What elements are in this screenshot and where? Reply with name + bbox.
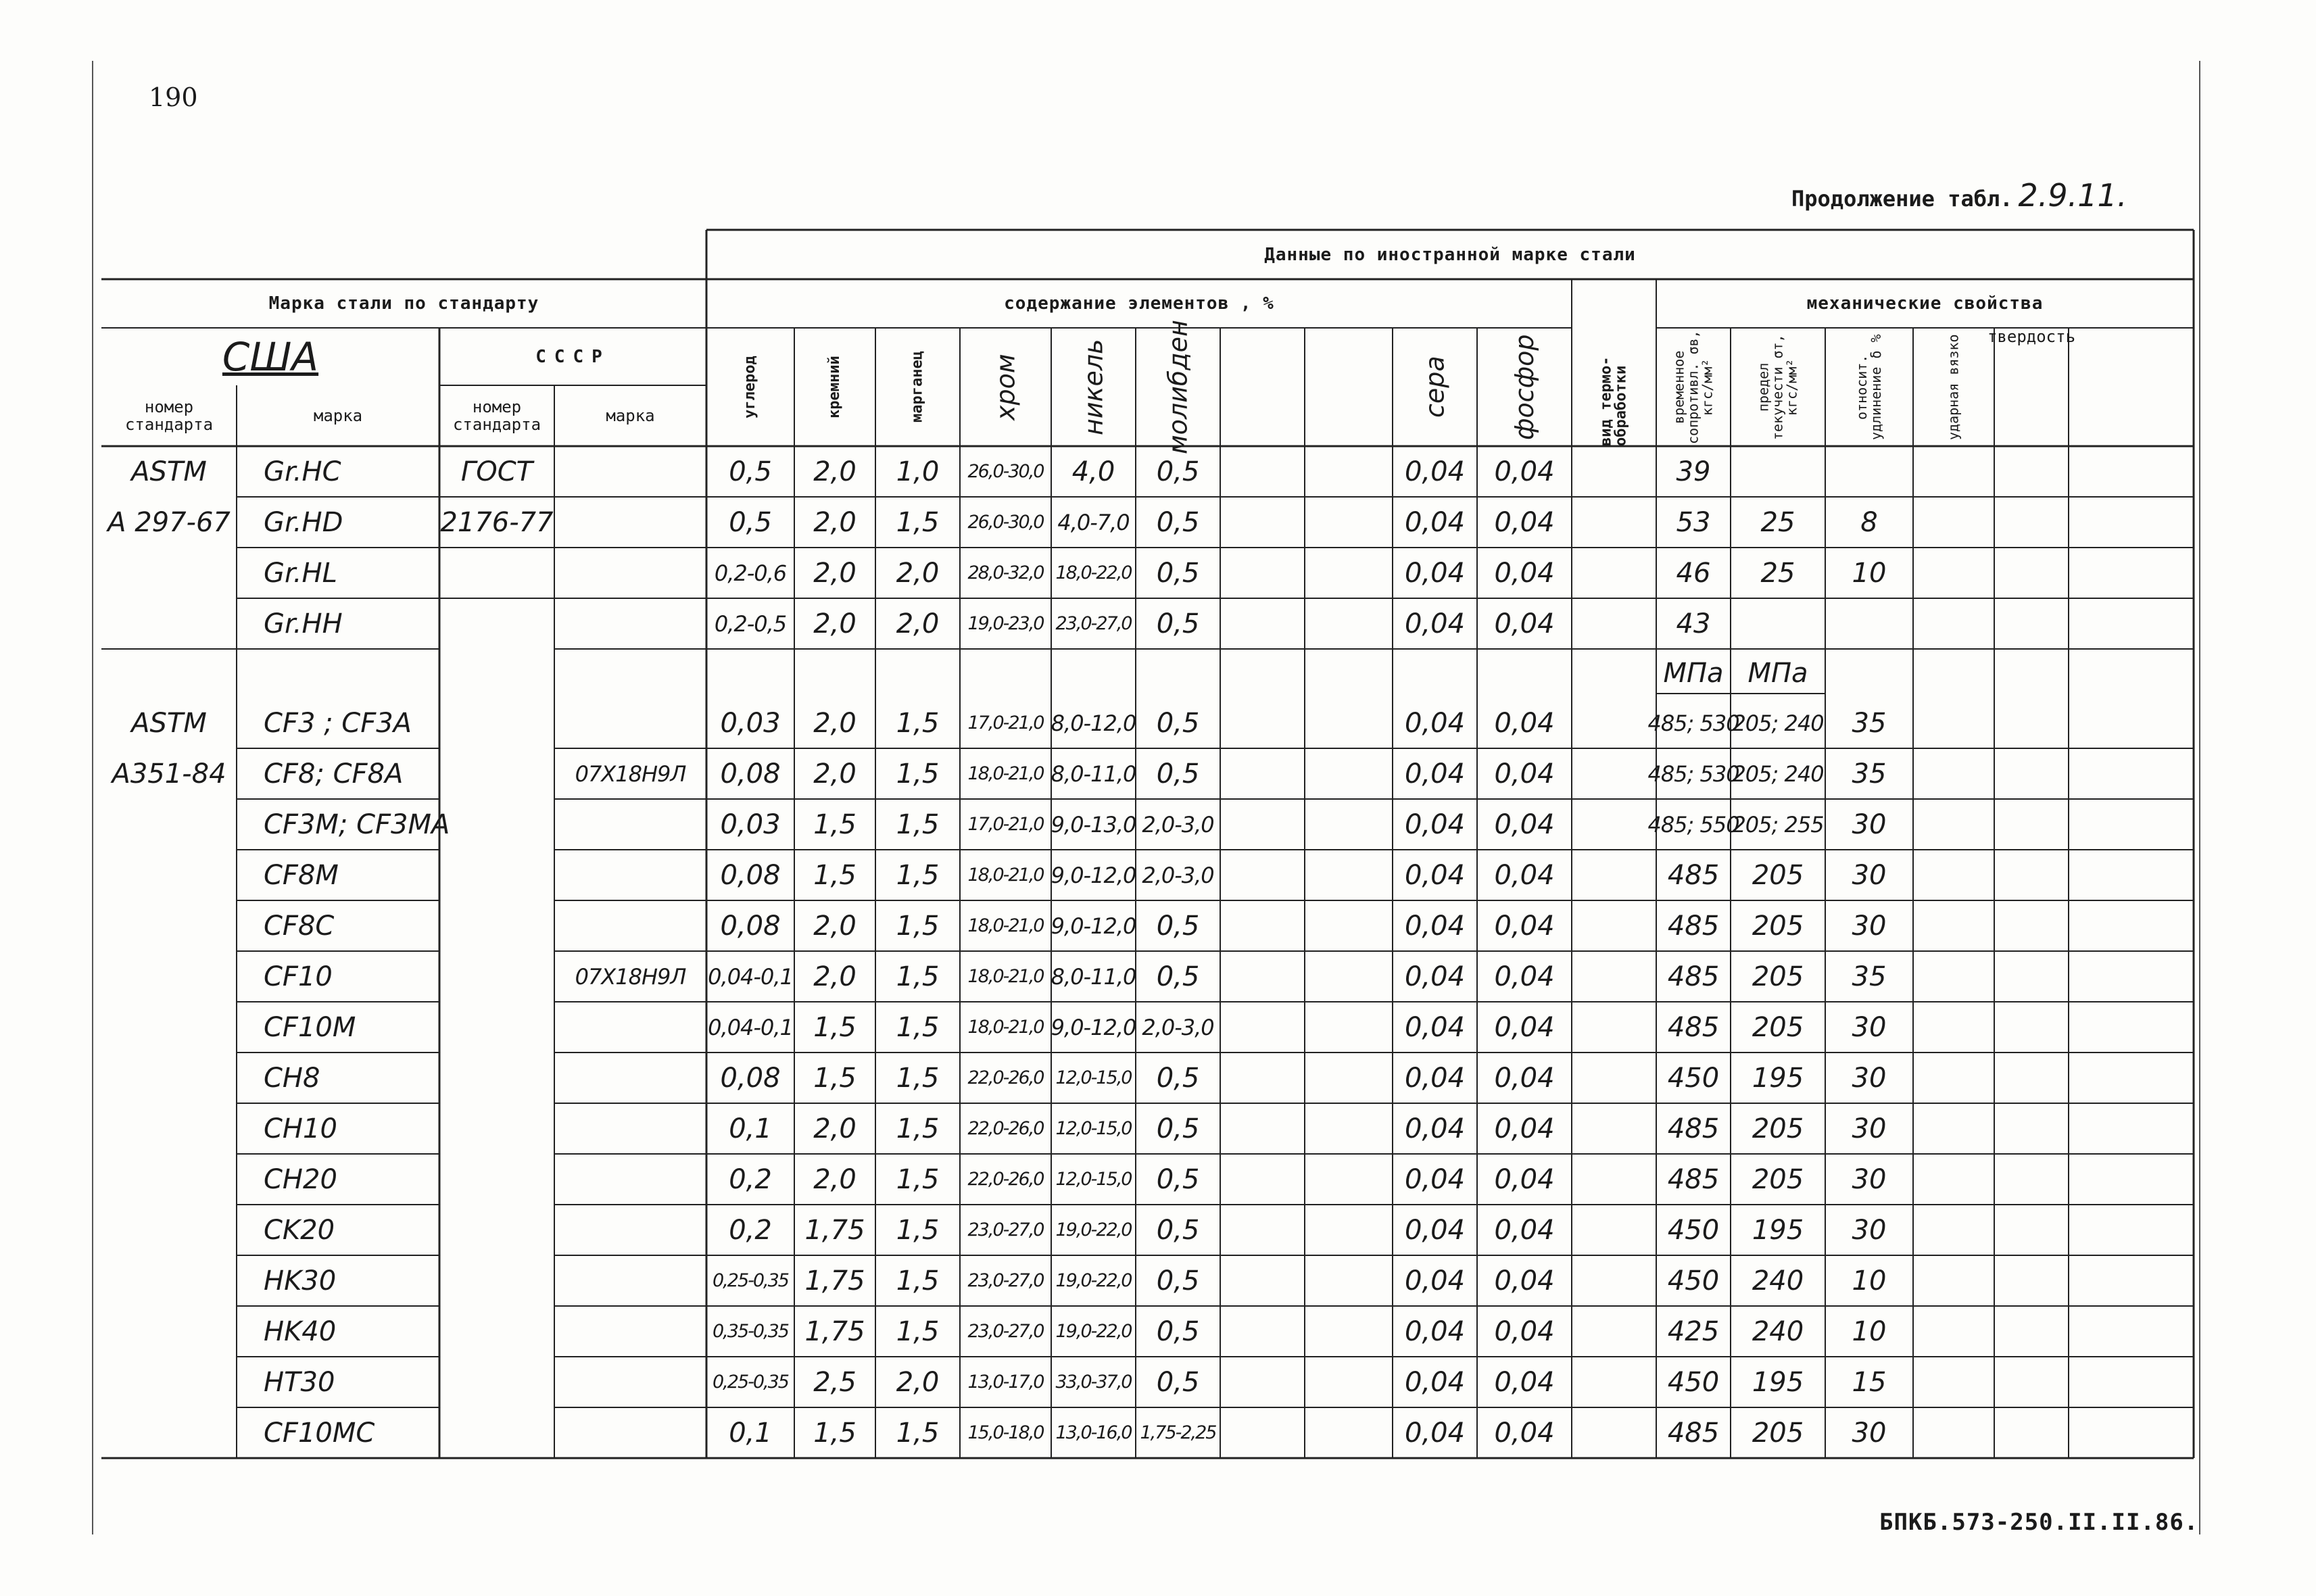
table-cell-mo: 0,5 (1156, 1366, 1200, 1398)
table-cell-ussr_grade: 07Х18Н9Л (575, 963, 686, 990)
table-cell-ni: 12,0-15,0 (1055, 1169, 1132, 1190)
table-cell-mn: 1,5 (896, 1163, 940, 1195)
table-cell-s: 0,04 (1404, 707, 1466, 739)
table-cell-si: 1,75 (804, 1265, 865, 1297)
usa-std-number-header: номер стандарта (124, 397, 214, 434)
table-cell-mn: 1,5 (896, 1417, 940, 1449)
table-cell-c: 0,1 (729, 1417, 772, 1449)
table-cell-grade: HT30 (264, 1366, 335, 1398)
table-cell-tensile: 450 (1667, 1265, 1720, 1297)
table-cell-c: 0,08 (720, 910, 781, 942)
usa-header: США (222, 333, 319, 380)
table-cell-ni: 19,0-22,0 (1055, 1270, 1132, 1291)
table-cell-mn: 1,5 (896, 707, 940, 739)
table-cell-elong: 30 (1852, 1062, 1887, 1094)
element-header-8 (1305, 328, 1393, 446)
table-cell-tensile: 53 (1676, 506, 1711, 538)
table-cell-tensile: 450 (1667, 1214, 1720, 1246)
table-cell-c: 0,35-0,35 (713, 1321, 788, 1342)
table-cell-tensile: 485; 530 (1647, 760, 1739, 787)
table-cell-yield: 195 (1752, 1062, 1804, 1094)
table-cell-ni: 9,0-12,0 (1051, 862, 1136, 888)
table-cell-ussr_std: ГОСТ (460, 456, 533, 487)
table-cell-grade: Gr.HL (264, 557, 337, 589)
table-cell-tensile: 450 (1667, 1366, 1720, 1398)
table-cell-grade: CF10 (264, 961, 333, 992)
table-cell-elong: 30 (1852, 859, 1887, 891)
table-cell-grade: CF8M (264, 859, 339, 891)
table-cell-ussr_std: 2176-77 (440, 506, 554, 538)
table-cell-c: 0,2-0,6 (714, 560, 787, 586)
table-cell-si: 2,0 (813, 758, 857, 790)
table-cell-cr: 17,0-21,0 (967, 814, 1044, 835)
usa-grade-header: марка (313, 406, 363, 425)
table-cell-tensile: 485 (1667, 859, 1720, 891)
table-cell-ni: 9,0-12,0 (1051, 1014, 1136, 1040)
table-cell-yield: 25 (1760, 506, 1795, 538)
table-cell-elong: 8 (1860, 506, 1878, 538)
table-cell-p: 0,04 (1494, 557, 1555, 589)
table-cell-mo: 2,0-3,0 (1142, 862, 1214, 888)
table-cell-p: 0,04 (1494, 1315, 1555, 1347)
table-cell-mo: 0,5 (1156, 1315, 1200, 1347)
table-cell-std: A 297-67 (107, 506, 231, 538)
table-cell-c: 0,2 (729, 1214, 772, 1246)
table-cell-std: A351-84 (112, 758, 226, 790)
continuation-label: Продолжение табл. (1791, 186, 2013, 212)
table-cell-grade: CF3M; CF3MA (264, 808, 450, 840)
table-cell-yield: 240 (1752, 1265, 1804, 1297)
table-cell-grade: Gr.HD (264, 506, 343, 538)
table-cell-grade: CH8 (264, 1062, 320, 1094)
mechanical-header-3: относит. удлинение δ % (1854, 334, 1884, 440)
table-reference: 2.9.11. (2018, 177, 2127, 214)
table-cell-s: 0,04 (1404, 1366, 1466, 1398)
heat-treatment-header: вид термо- обработки (1597, 356, 1630, 446)
mechanical-header-1: временное сопротивл. σв, кгс/мм² (1670, 330, 1716, 444)
table-cell-s: 0,04 (1404, 1062, 1466, 1094)
table-cell-si: 1,75 (804, 1214, 865, 1246)
table-cell-mo: 0,5 (1156, 910, 1200, 942)
table-cell-ni: 12,0-15,0 (1055, 1067, 1132, 1088)
table-cell-elong: 30 (1852, 808, 1887, 840)
table-cell-p: 0,04 (1494, 608, 1555, 639)
table-cell-tensile: 485 (1667, 1163, 1720, 1195)
table-cell-c: 0,03 (720, 707, 781, 739)
table-cell-tensile: 485 (1667, 1011, 1720, 1043)
table-cell-ni: 19,0-22,0 (1055, 1321, 1132, 1342)
element-header-9: сера (1420, 356, 1450, 418)
table-cell-cr: 18,0-21,0 (967, 966, 1044, 987)
table-cell-c: 0,08 (720, 1062, 781, 1094)
table-cell-c: 0,08 (720, 758, 781, 790)
grade-by-standard-header: Марка стали по стандарту (268, 293, 539, 314)
table-cell-mn: 1,5 (896, 1265, 940, 1297)
table-cell-mn: 1,5 (896, 1214, 940, 1246)
table-cell-grade: HK30 (264, 1265, 337, 1297)
ussr-std-number-header: номер стандарта (452, 397, 541, 434)
table-cell-elong: 30 (1852, 1113, 1887, 1144)
element-content-header: содержание элементов , % (1004, 293, 1274, 314)
table-cell-mn: 2,0 (896, 608, 940, 639)
table-cell-s: 0,04 (1404, 910, 1466, 942)
element-header-5: никель (1078, 339, 1109, 435)
table-cell-tensile: 425 (1667, 1315, 1720, 1347)
table-cell-p: 0,04 (1494, 910, 1555, 942)
table-cell-elong: 15 (1852, 1366, 1887, 1398)
table-cell-yield: 205 (1752, 961, 1804, 992)
table-cell-cr: 15,0-18,0 (967, 1422, 1044, 1443)
element-header-6: молибден (1163, 320, 1193, 454)
table-cell-grade: CF10MC (264, 1417, 375, 1449)
table-cell-ni: 13,0-16,0 (1055, 1422, 1132, 1443)
table-cell-yield: 205 (1752, 910, 1804, 942)
element-header-2: кремний (826, 356, 843, 418)
table-cell-p: 0,04 (1494, 1163, 1555, 1195)
table-cell-grade: CF3 ; CF3A (264, 707, 412, 739)
table-cell-s: 0,04 (1404, 557, 1466, 589)
table-cell-ni: 33,0-37,0 (1055, 1372, 1132, 1393)
table-cell-p: 0,04 (1494, 859, 1555, 891)
table-cell-mo: 2,0-3,0 (1142, 1014, 1214, 1040)
table-cell-mn: 2,0 (896, 557, 940, 589)
table-cell-si: 1,5 (813, 1417, 857, 1449)
table-cell-si: 1,5 (813, 1062, 857, 1094)
table-cell-grade: Gr.HH (264, 608, 343, 639)
table-cell-yield: 240 (1752, 1315, 1804, 1347)
table-cell-p: 0,04 (1494, 506, 1555, 538)
table-cell-grade: CF10M (264, 1011, 356, 1043)
table-cell-mn: 1,5 (896, 910, 940, 942)
table-cell-elong: 35 (1852, 961, 1887, 992)
table-cell-c: 0,2 (729, 1163, 772, 1195)
table-cell-tensile: 46 (1676, 557, 1711, 589)
table-cell-grade: CF8C (264, 910, 335, 942)
table-cell-mo: 0,5 (1156, 608, 1200, 639)
table-cell-std: ASTM (131, 456, 207, 487)
table-cell-s: 0,04 (1404, 506, 1466, 538)
table-cell-tensile: 39 (1676, 456, 1711, 487)
table-cell-mn: 1,5 (896, 1011, 940, 1043)
ussr-header: СССР (535, 346, 610, 367)
hardness-header: твердость (1987, 327, 2076, 346)
table-cell-ni: 18,0-22,0 (1055, 562, 1132, 583)
table-cell-cr: 17,0-21,0 (967, 712, 1044, 733)
table-cell-p: 0,04 (1494, 1062, 1555, 1094)
table-cell-s: 0,04 (1404, 608, 1466, 639)
mechanical-properties-header: механические свойства (1806, 293, 2044, 314)
table-cell-s: 0,04 (1404, 1011, 1466, 1043)
table-cell-tensile: 485 (1667, 910, 1720, 942)
table-cell-s: 0,04 (1404, 859, 1466, 891)
table-cell-cr: 22,0-26,0 (967, 1169, 1044, 1190)
table-cell-si: 2,5 (813, 1366, 857, 1398)
table-cell-si: 1,5 (813, 859, 857, 891)
table-cell-mn: 1,5 (896, 961, 940, 992)
table-cell-s: 0,04 (1404, 1265, 1466, 1297)
table-cell-cr: 26,0-30,0 (967, 461, 1044, 482)
table-cell-yield: 25 (1760, 557, 1795, 589)
table-cell-grade: CF8; CF8A (264, 758, 404, 790)
element-header-1: углерод (742, 356, 758, 418)
table-cell-mo: 0,5 (1156, 961, 1200, 992)
table-cell-ni: 8,0-11,0 (1051, 760, 1136, 787)
table-cell-si: 1,5 (813, 1011, 857, 1043)
table-cell-elong: 10 (1852, 557, 1887, 589)
table-cell-s: 0,04 (1404, 758, 1466, 790)
table-cell-grade: Gr.HC (264, 456, 341, 487)
table-cell-yield: 205 (1752, 1163, 1804, 1195)
table-cell-ni: 9,0-12,0 (1051, 913, 1136, 939)
table-cell-yield: 205; 255 (1732, 811, 1824, 838)
table-cell-s: 0,04 (1404, 1417, 1466, 1449)
element-header-4: хром (990, 354, 1021, 420)
table-cell-mo: 0,5 (1156, 758, 1200, 790)
table-cell-p: 0,04 (1494, 1417, 1555, 1449)
table-cell-mn: 1,5 (896, 1113, 940, 1144)
table-cell-mo: 1,75-2,25 (1140, 1422, 1216, 1443)
table-cell-s: 0,04 (1404, 808, 1466, 840)
table-cell-si: 2,0 (813, 456, 857, 487)
table-cell-yield: 205 (1752, 1113, 1804, 1144)
table-cell-tensile: 485; 530 (1647, 710, 1739, 736)
yield-unit: МПа (1747, 658, 1808, 689)
table-cell-p: 0,04 (1494, 808, 1555, 840)
table-cell-cr: 26,0-30,0 (967, 512, 1044, 533)
table-cell-grade: HK40 (264, 1315, 337, 1347)
table-cell-mn: 1,5 (896, 1315, 940, 1347)
table-cell-si: 1,5 (813, 808, 857, 840)
table-cell-grade: CH20 (264, 1163, 337, 1195)
table-cell-c: 0,08 (720, 859, 781, 891)
element-header-7 (1220, 328, 1305, 446)
table-cell-cr: 23,0-27,0 (967, 1270, 1044, 1291)
table-cell-si: 2,0 (813, 608, 857, 639)
table-cell-mo: 0,5 (1156, 1062, 1200, 1094)
table-cell-c: 0,5 (729, 456, 772, 487)
table-cell-cr: 18,0-21,0 (967, 915, 1044, 936)
table-cell-mo: 0,5 (1156, 1214, 1200, 1246)
table-cell-p: 0,04 (1494, 1265, 1555, 1297)
table-cell-si: 2,0 (813, 1113, 857, 1144)
table-cell-elong: 10 (1852, 1315, 1887, 1347)
table-cell-yield: 205 (1752, 859, 1804, 891)
table-cell-si: 1,75 (804, 1315, 865, 1347)
table-cell-elong: 10 (1852, 1265, 1887, 1297)
table-cell-yield: 205 (1752, 1011, 1804, 1043)
table-cell-std: ASTM (131, 707, 207, 739)
table-cell-c: 0,1 (729, 1113, 772, 1144)
element-header-3: марганец (909, 351, 926, 423)
table-cell-p: 0,04 (1494, 758, 1555, 790)
table-cell-elong: 30 (1852, 1163, 1887, 1195)
mechanical-header-2: предел текучести σт, кгс/мм² (1755, 334, 1800, 440)
table-cell-p: 0,04 (1494, 1113, 1555, 1144)
table-cell-si: 2,0 (813, 910, 857, 942)
table-cell-p: 0,04 (1494, 1011, 1555, 1043)
table-cell-p: 0,04 (1494, 1214, 1555, 1246)
table-cell-mo: 2,0-3,0 (1142, 811, 1214, 838)
ussr-grade-header: марка (606, 406, 655, 425)
table-cell-grade: CK20 (264, 1214, 335, 1246)
table-cell-si: 2,0 (813, 557, 857, 589)
table-cell-cr: 23,0-27,0 (967, 1219, 1044, 1240)
table-cell-tensile: 485 (1667, 1417, 1720, 1449)
table-cell-p: 0,04 (1494, 707, 1555, 739)
table-cell-p: 0,04 (1494, 456, 1555, 487)
table-cell-mo: 0,5 (1156, 1113, 1200, 1144)
tensile-unit: МПа (1663, 658, 1724, 689)
table-cell-cr: 22,0-26,0 (967, 1067, 1044, 1088)
table-cell-cr: 18,0-21,0 (967, 1017, 1044, 1038)
table-cell-tensile: 450 (1667, 1062, 1720, 1094)
table-cell-cr: 19,0-23,0 (967, 613, 1044, 634)
table-cell-elong: 30 (1852, 910, 1887, 942)
table-cell-ussr_grade: 07Х18Н9Л (575, 760, 686, 787)
table-cell-s: 0,04 (1404, 1214, 1466, 1246)
footer-code: БПКБ.573-250.II.II.86. (1879, 1509, 2199, 1536)
table-cell-s: 0,04 (1404, 456, 1466, 487)
table-cell-grade: CH10 (264, 1113, 337, 1144)
table-cell-p: 0,04 (1494, 961, 1555, 992)
table-cell-tensile: 485 (1667, 961, 1720, 992)
table-cell-si: 2,0 (813, 707, 857, 739)
table-cell-c: 0,04-0,1 (708, 963, 793, 990)
table-cell-elong: 35 (1852, 707, 1887, 739)
table-cell-cr: 18,0-21,0 (967, 865, 1044, 886)
table-cell-cr: 13,0-17,0 (967, 1372, 1044, 1393)
table-cell-s: 0,04 (1404, 1113, 1466, 1144)
table-cell-tensile: 485 (1667, 1113, 1720, 1144)
table-cell-mo: 0,5 (1156, 1163, 1200, 1195)
table-cell-ni: 12,0-15,0 (1055, 1118, 1132, 1139)
table-cell-tensile: 43 (1676, 608, 1711, 639)
table-cell-si: 2,0 (813, 961, 857, 992)
table-cell-c: 0,25-0,35 (713, 1372, 788, 1393)
table-cell-mo: 0,5 (1156, 1265, 1200, 1297)
table-cell-yield: 205; 240 (1732, 760, 1824, 787)
table-cell-s: 0,04 (1404, 1315, 1466, 1347)
table-cell-ni: 8,0-11,0 (1051, 963, 1136, 990)
table-cell-mn: 1,5 (896, 1062, 940, 1094)
table-cell-cr: 23,0-27,0 (967, 1321, 1044, 1342)
page-number: 190 (149, 82, 198, 112)
table-cell-mo: 0,5 (1156, 557, 1200, 589)
table-cell-mn: 1,5 (896, 506, 940, 538)
table-cell-ni: 23,0-27,0 (1055, 613, 1132, 634)
mechanical-header-4: ударная вязко (1945, 334, 1962, 440)
table-cell-p: 0,04 (1494, 1366, 1555, 1398)
table-cell-si: 2,0 (813, 506, 857, 538)
table-cell-yield: 195 (1752, 1366, 1804, 1398)
table-cell-tensile: 485; 550 (1647, 811, 1739, 838)
table-cell-cr: 18,0-21,0 (967, 763, 1044, 784)
table-cell-mo: 0,5 (1156, 456, 1200, 487)
table-cell-mn: 1,5 (896, 808, 940, 840)
table-cell-c: 0,25-0,35 (713, 1270, 788, 1291)
table-cell-yield: 195 (1752, 1214, 1804, 1246)
table-cell-ni: 8,0-12,0 (1051, 710, 1136, 736)
table-cell-elong: 30 (1852, 1011, 1887, 1043)
table-cell-c: 0,2-0,5 (714, 610, 787, 637)
table-cell-ni: 9,0-13,0 (1051, 811, 1136, 838)
table-cell-si: 2,0 (813, 1163, 857, 1195)
table-cell-elong: 35 (1852, 758, 1887, 790)
table-cell-yield: 205 (1752, 1417, 1804, 1449)
foreign-data-header: Данные по иностранной марке стали (1264, 244, 1636, 265)
table-cell-c: 0,04-0,1 (708, 1014, 793, 1040)
table-cell-c: 0,5 (729, 506, 772, 538)
table-cell-cr: 28,0-32,0 (967, 562, 1044, 583)
table-cell-ni: 4,0-7,0 (1057, 509, 1130, 535)
table-cell-mo: 0,5 (1156, 707, 1200, 739)
table-cell-c: 0,03 (720, 808, 781, 840)
table-cell-elong: 30 (1852, 1214, 1887, 1246)
table-cell-mo: 0,5 (1156, 506, 1200, 538)
table-cell-mn: 2,0 (896, 1366, 940, 1398)
table-cell-s: 0,04 (1404, 961, 1466, 992)
table-cell-yield: 205; 240 (1732, 710, 1824, 736)
table-cell-mn: 1,5 (896, 758, 940, 790)
table-cell-mn: 1,0 (896, 456, 940, 487)
table-cell-elong: 30 (1852, 1417, 1887, 1449)
element-header-10: фосфор (1510, 334, 1539, 440)
table-cell-mn: 1,5 (896, 859, 940, 891)
table-cell-cr: 22,0-26,0 (967, 1118, 1044, 1139)
table-cell-s: 0,04 (1404, 1163, 1466, 1195)
table-cell-ni: 19,0-22,0 (1055, 1219, 1132, 1240)
table-cell-ni: 4,0 (1071, 456, 1115, 487)
